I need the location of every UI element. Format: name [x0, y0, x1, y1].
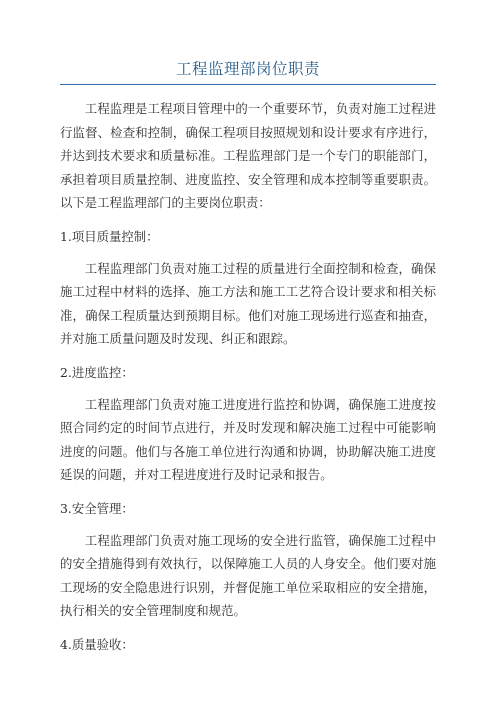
section-quality-control	[60, 227, 436, 351]
section-body: 工程监理部门负责对施工现场的安全进行监管，确保施工过程中的安全措施得到有效执行，以保障施工人员的人身安全。他们要对施工现场的安全隐患进行识别，并督促施工单位采取相应的安全措施，执行相关的安全管理制度和规范。	[60, 532, 436, 618]
section-body: 工程监理部门负责对施工过程的质量进行全面控制和检查，确保施工过程中材料的选择、施工方法和施工工艺符合设计要求和相关标准，确保工程质量达到预期目标。他们对施工现场进行巡查和抽查，并对施工质量问题及时发现、纠正和跟踪。	[60, 260, 436, 346]
section-body: 工程监理部门负责对施工进度进行监控和协调，确保施工进度按照合同约定的时间节点进行，并及时发现和解决施工过程中可能影响进度的问题。他们与各施工单位进行沟通和协调，协助解决施工进度延误的问题，并对工程进度进行及时记录和报告。	[60, 396, 436, 482]
section-heading: 1.项目质量控制：	[60, 228, 159, 244]
intro-paragraph: 工程监理是工程项目管理中的一个重要环节，负责对施工过程进行监督、检查和控制，确保工程项目按照规划和设计要求有序进行，并达到技术要求和质量标准。工程监理部门是一个专门的职能部门，承担着项目质量控制、进度监控、安全管理和成本控制等重要职责。以下是工程监理部门的主要岗位职责：	[60, 101, 436, 210]
section-heading: 2.进度监控：	[60, 364, 134, 380]
title-divider	[60, 84, 436, 85]
section-heading: 4.质量验收：	[60, 636, 134, 652]
section-progress-monitoring	[60, 363, 436, 487]
section-quality-acceptance	[60, 635, 436, 655]
section-safety-management	[60, 499, 436, 623]
section-heading: 3.安全管理：	[60, 500, 134, 516]
page-title: 工程监理部岗位职责	[175, 60, 320, 78]
